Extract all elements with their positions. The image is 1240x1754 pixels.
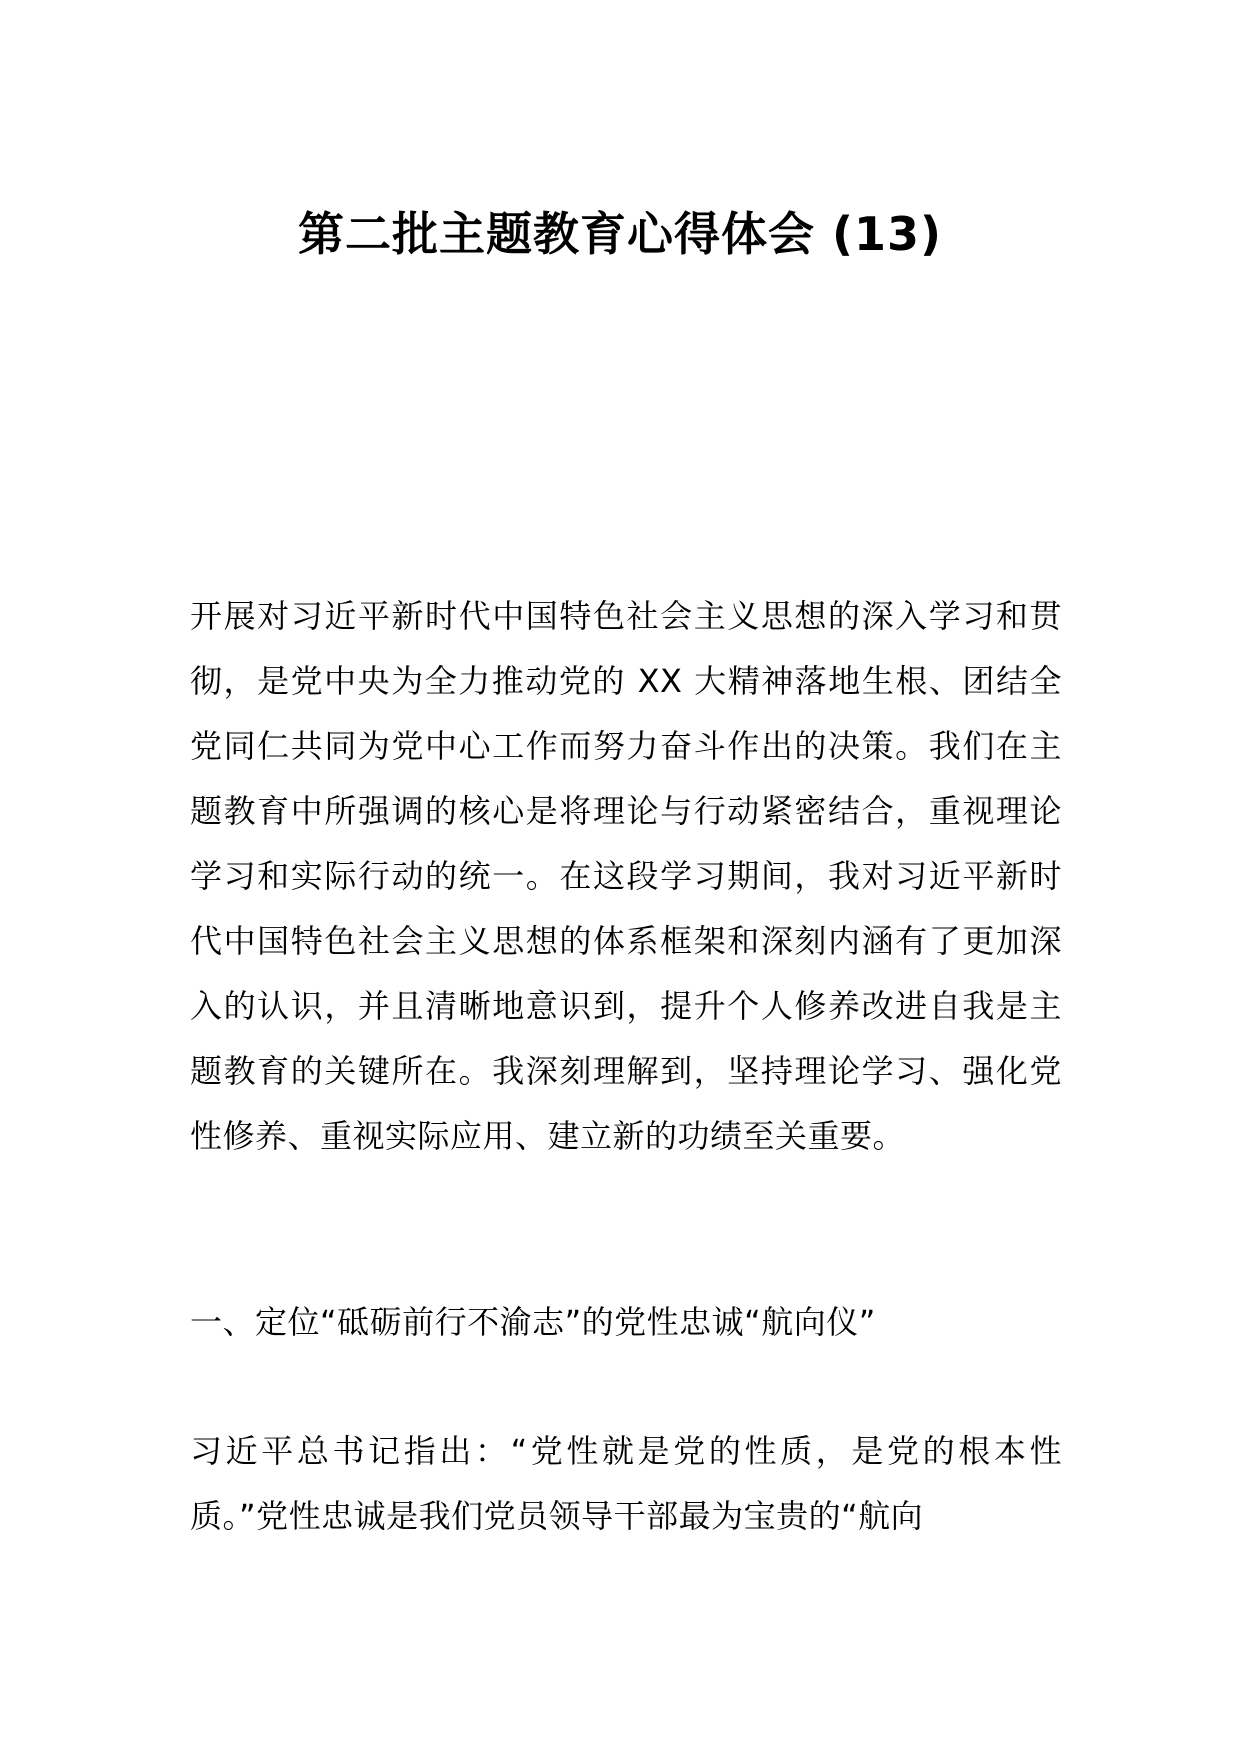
body-paragraph-2: 习近平总书记指出：“党性就是党的性质，是党的根本性质。”党性忠诚是我们党员领导干部最为宝贵的“航向 — [190, 1432, 1062, 1535]
section-heading: 一、定位“砥砺前行不渝志”的党性忠诚“航向仪” — [190, 1303, 876, 1341]
body-paragraph: 开展对习近平新时代中国特色社会主义思想的深入学习和贯彻，是党中央为全力推动党的 XX 大精神落地生根、团结全党同仁共同为党中心工作而努力奋斗作出的决策。我们在主题教育中所强调的核心是将理论与行动紧密结合，重视理论学习和实际行动的统一。在这段学习期间，我对习近平新时代中国特色社会主义思想的体系框架和深刻内涵有了更加深入的认识，并且清晰地意识到，提升个人修养改进自我是主题教育的关键所在。我深刻理解到，坚持理论学习、强化党性修养、重视实际应用、建立新的功绩至关重要。 — [190, 597, 1062, 1155]
document-title: 第二批主题教育心得体会 (13) — [297, 207, 943, 261]
